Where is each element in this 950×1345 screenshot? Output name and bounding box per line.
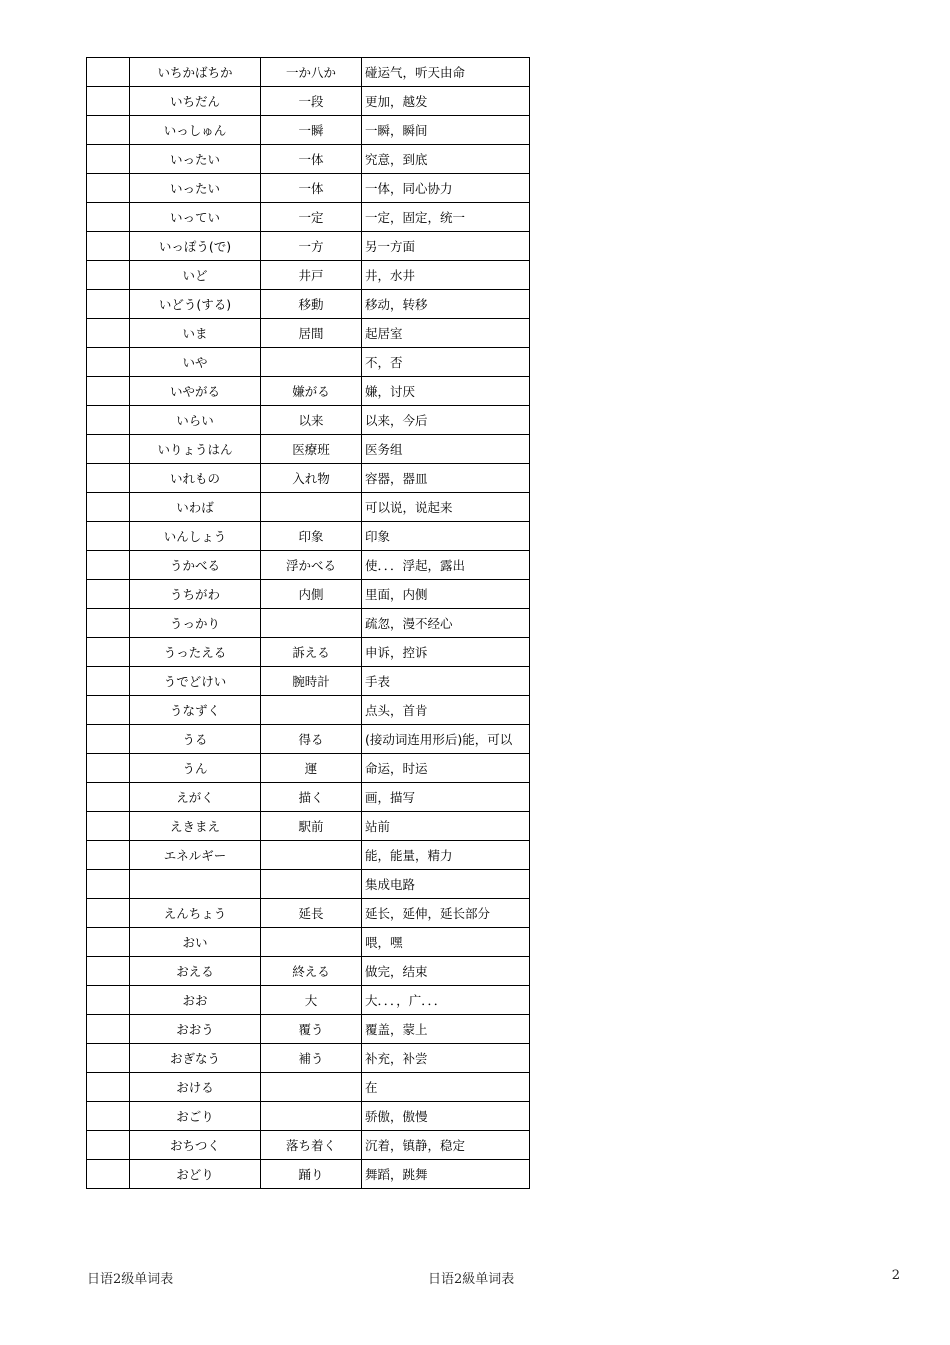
row-number-cell — [87, 783, 130, 812]
row-number-cell — [87, 1073, 130, 1102]
table-row — [87, 493, 530, 522]
row-number-cell — [87, 696, 130, 725]
table-row — [87, 1131, 530, 1160]
kana-cell: えきまえ — [130, 812, 261, 841]
table-row — [87, 725, 530, 754]
meaning-cell: 舞蹈，跳舞 — [362, 1160, 530, 1189]
kana-cell: おごり — [130, 1102, 261, 1131]
row-number-cell — [87, 841, 130, 870]
meaning-cell: 补充，补尝 — [362, 1044, 530, 1073]
table-row — [87, 696, 530, 725]
kanji-cell: 終える — [261, 957, 362, 986]
row-number-cell — [87, 145, 130, 174]
row-number-cell — [87, 87, 130, 116]
kana-cell: いや — [130, 348, 261, 377]
meaning-cell: 井，水井 — [362, 261, 530, 290]
kanji-cell: 嫌がる — [261, 377, 362, 406]
kanji-cell: 延長 — [261, 899, 362, 928]
meaning-cell: 一体，同心协力 — [362, 174, 530, 203]
row-number-cell — [87, 232, 130, 261]
table-row — [87, 609, 530, 638]
table-row — [87, 957, 530, 986]
table-row — [87, 1160, 530, 1189]
row-number-cell — [87, 754, 130, 783]
kanji-cell: 一体 — [261, 145, 362, 174]
table-row — [87, 551, 530, 580]
row-number-cell — [87, 870, 130, 899]
table-row — [87, 319, 530, 348]
row-number-cell — [87, 464, 130, 493]
kanji-cell: 入れ物 — [261, 464, 362, 493]
kana-cell: いどう(する) — [130, 290, 261, 319]
row-number-cell — [87, 58, 130, 87]
kana-cell: いったい — [130, 145, 261, 174]
kanji-cell — [261, 493, 362, 522]
kana-cell: いんしょう — [130, 522, 261, 551]
kanji-cell: 覆う — [261, 1015, 362, 1044]
table-row — [87, 986, 530, 1015]
row-number-cell — [87, 377, 130, 406]
kanji-cell: 一定 — [261, 203, 362, 232]
meaning-cell: 印象 — [362, 522, 530, 551]
kana-cell: いってい — [130, 203, 261, 232]
row-number-cell — [87, 1160, 130, 1189]
meaning-cell: 点头，首肯 — [362, 696, 530, 725]
kana-cell: うる — [130, 725, 261, 754]
meaning-cell: 嫌，讨厌 — [362, 377, 530, 406]
kana-cell: いらい — [130, 406, 261, 435]
table-row — [87, 203, 530, 232]
kana-cell: いちだん — [130, 87, 261, 116]
kanji-cell: 一瞬 — [261, 116, 362, 145]
row-number-cell — [87, 638, 130, 667]
meaning-cell: 碰运气，听天由命 — [362, 58, 530, 87]
meaning-cell: 移动，转移 — [362, 290, 530, 319]
kanji-cell: 内側 — [261, 580, 362, 609]
kanji-cell: 一か八か — [261, 58, 362, 87]
meaning-cell: 以来，今后 — [362, 406, 530, 435]
meaning-cell: 大．．．，广．．． — [362, 986, 530, 1015]
table-row — [87, 522, 530, 551]
table-row — [87, 261, 530, 290]
meaning-cell: 更加，越发 — [362, 87, 530, 116]
kana-cell: おお — [130, 986, 261, 1015]
kana-cell: おい — [130, 928, 261, 957]
row-number-cell — [87, 319, 130, 348]
table-row — [87, 783, 530, 812]
table-row — [87, 841, 530, 870]
kanji-cell: 移動 — [261, 290, 362, 319]
vocabulary-table-body — [87, 58, 530, 1189]
kanji-cell: 一段 — [261, 87, 362, 116]
kanji-cell — [261, 348, 362, 377]
row-number-cell — [87, 406, 130, 435]
meaning-cell: 究意，到底 — [362, 145, 530, 174]
table-row — [87, 406, 530, 435]
vocabulary-table — [86, 57, 530, 1189]
meaning-cell: 命运，时运 — [362, 754, 530, 783]
kana-cell — [130, 870, 261, 899]
row-number-cell — [87, 551, 130, 580]
row-number-cell — [87, 928, 130, 957]
table-row — [87, 899, 530, 928]
kanji-cell — [261, 870, 362, 899]
meaning-cell: 骄傲，傲慢 — [362, 1102, 530, 1131]
meaning-cell: 喂，嘿 — [362, 928, 530, 957]
kanji-cell: 大 — [261, 986, 362, 1015]
kana-cell: おぎなう — [130, 1044, 261, 1073]
table-row — [87, 435, 530, 464]
kana-cell: いっしゅん — [130, 116, 261, 145]
table-row — [87, 116, 530, 145]
kana-cell: いちかばちか — [130, 58, 261, 87]
kanji-cell: 描く — [261, 783, 362, 812]
row-number-cell — [87, 493, 130, 522]
kana-cell: おどり — [130, 1160, 261, 1189]
row-number-cell — [87, 290, 130, 319]
row-number-cell — [87, 116, 130, 145]
kana-cell: おおう — [130, 1015, 261, 1044]
meaning-cell: (接动词连用形后)能，可以 — [362, 725, 530, 754]
kanji-cell: 駅前 — [261, 812, 362, 841]
meaning-cell: 医务组 — [362, 435, 530, 464]
kana-cell: いわば — [130, 493, 261, 522]
kanji-cell: 居間 — [261, 319, 362, 348]
table-row — [87, 377, 530, 406]
row-number-cell — [87, 580, 130, 609]
meaning-cell: 做完，结束 — [362, 957, 530, 986]
table-row — [87, 145, 530, 174]
row-number-cell — [87, 899, 130, 928]
kanji-cell: 落ち着く — [261, 1131, 362, 1160]
footer-title-center: 日语2級单词表 — [428, 1272, 515, 1287]
kana-cell: うったえる — [130, 638, 261, 667]
kanji-cell: 得る — [261, 725, 362, 754]
kanji-cell: 運 — [261, 754, 362, 783]
table-row — [87, 1044, 530, 1073]
table-row — [87, 1015, 530, 1044]
row-number-cell — [87, 203, 130, 232]
row-number-cell — [87, 957, 130, 986]
table-row — [87, 1073, 530, 1102]
meaning-cell: 沉着，镇静，稳定 — [362, 1131, 530, 1160]
row-number-cell — [87, 986, 130, 1015]
meaning-cell: 覆盖，蒙上 — [362, 1015, 530, 1044]
table-row — [87, 638, 530, 667]
kana-cell: いま — [130, 319, 261, 348]
kana-cell: えんちょう — [130, 899, 261, 928]
meaning-cell: 使．．．浮起，露出 — [362, 551, 530, 580]
meaning-cell: 里面，内侧 — [362, 580, 530, 609]
table-row — [87, 290, 530, 319]
meaning-cell: 容器，器皿 — [362, 464, 530, 493]
kanji-cell: 井戸 — [261, 261, 362, 290]
kanji-cell: 浮かべる — [261, 551, 362, 580]
kanji-cell: 以来 — [261, 406, 362, 435]
table-row — [87, 174, 530, 203]
kanji-cell: 腕時計 — [261, 667, 362, 696]
meaning-cell: 画，描写 — [362, 783, 530, 812]
table-row — [87, 870, 530, 899]
kana-cell: いれもの — [130, 464, 261, 493]
kanji-cell — [261, 1102, 362, 1131]
table-row — [87, 812, 530, 841]
table-row — [87, 464, 530, 493]
kana-cell: おえる — [130, 957, 261, 986]
kana-cell: うちがわ — [130, 580, 261, 609]
meaning-cell: 集成电路 — [362, 870, 530, 899]
row-number-cell — [87, 1044, 130, 1073]
page-number: 2 — [891, 1268, 900, 1283]
table-row — [87, 58, 530, 87]
meaning-cell: 申诉，控诉 — [362, 638, 530, 667]
kanji-cell: 踊り — [261, 1160, 362, 1189]
kana-cell: うん — [130, 754, 261, 783]
kanji-cell: 一方 — [261, 232, 362, 261]
kana-cell: いど — [130, 261, 261, 290]
kana-cell: うなずく — [130, 696, 261, 725]
meaning-cell: 延长，延伸，延长部分 — [362, 899, 530, 928]
meaning-cell: 站前 — [362, 812, 530, 841]
kana-cell: いりょうはん — [130, 435, 261, 464]
kanji-cell — [261, 928, 362, 957]
row-number-cell — [87, 1102, 130, 1131]
row-number-cell — [87, 609, 130, 638]
meaning-cell: 起居室 — [362, 319, 530, 348]
kana-cell: エネルギー — [130, 841, 261, 870]
kana-cell: いっぽう(で) — [130, 232, 261, 261]
kanji-cell — [261, 609, 362, 638]
row-number-cell — [87, 522, 130, 551]
table-row — [87, 754, 530, 783]
meaning-cell: 疏忽，漫不经心 — [362, 609, 530, 638]
row-number-cell — [87, 174, 130, 203]
kanji-cell: 一体 — [261, 174, 362, 203]
meaning-cell: 手表 — [362, 667, 530, 696]
kanji-cell — [261, 841, 362, 870]
kanji-cell — [261, 696, 362, 725]
table-row — [87, 928, 530, 957]
kana-cell: いったい — [130, 174, 261, 203]
row-number-cell — [87, 261, 130, 290]
table-row — [87, 580, 530, 609]
kana-cell: いやがる — [130, 377, 261, 406]
table-row — [87, 232, 530, 261]
kana-cell: えがく — [130, 783, 261, 812]
meaning-cell: 在 — [362, 1073, 530, 1102]
kana-cell: おちつく — [130, 1131, 261, 1160]
row-number-cell — [87, 1015, 130, 1044]
row-number-cell — [87, 667, 130, 696]
kanji-cell — [261, 1073, 362, 1102]
meaning-cell: 能，能量，精力 — [362, 841, 530, 870]
meaning-cell: 一瞬，瞬间 — [362, 116, 530, 145]
row-number-cell — [87, 348, 130, 377]
table-row — [87, 348, 530, 377]
meaning-cell: 可以说，说起来 — [362, 493, 530, 522]
kana-cell: うっかり — [130, 609, 261, 638]
kanji-cell: 印象 — [261, 522, 362, 551]
row-number-cell — [87, 725, 130, 754]
kanji-cell: 医療班 — [261, 435, 362, 464]
meaning-cell: 另一方面 — [362, 232, 530, 261]
row-number-cell — [87, 435, 130, 464]
kanji-cell: 補う — [261, 1044, 362, 1073]
row-number-cell — [87, 812, 130, 841]
footer-title-left: 日语2级单词表 — [87, 1272, 174, 1287]
meaning-cell: 不，否 — [362, 348, 530, 377]
kana-cell: うでどけい — [130, 667, 261, 696]
table-row — [87, 1102, 530, 1131]
table-row — [87, 667, 530, 696]
kana-cell: うかべる — [130, 551, 261, 580]
kana-cell: おける — [130, 1073, 261, 1102]
meaning-cell: 一定，固定，统一 — [362, 203, 530, 232]
kanji-cell: 訴える — [261, 638, 362, 667]
table-row — [87, 87, 530, 116]
row-number-cell — [87, 1131, 130, 1160]
